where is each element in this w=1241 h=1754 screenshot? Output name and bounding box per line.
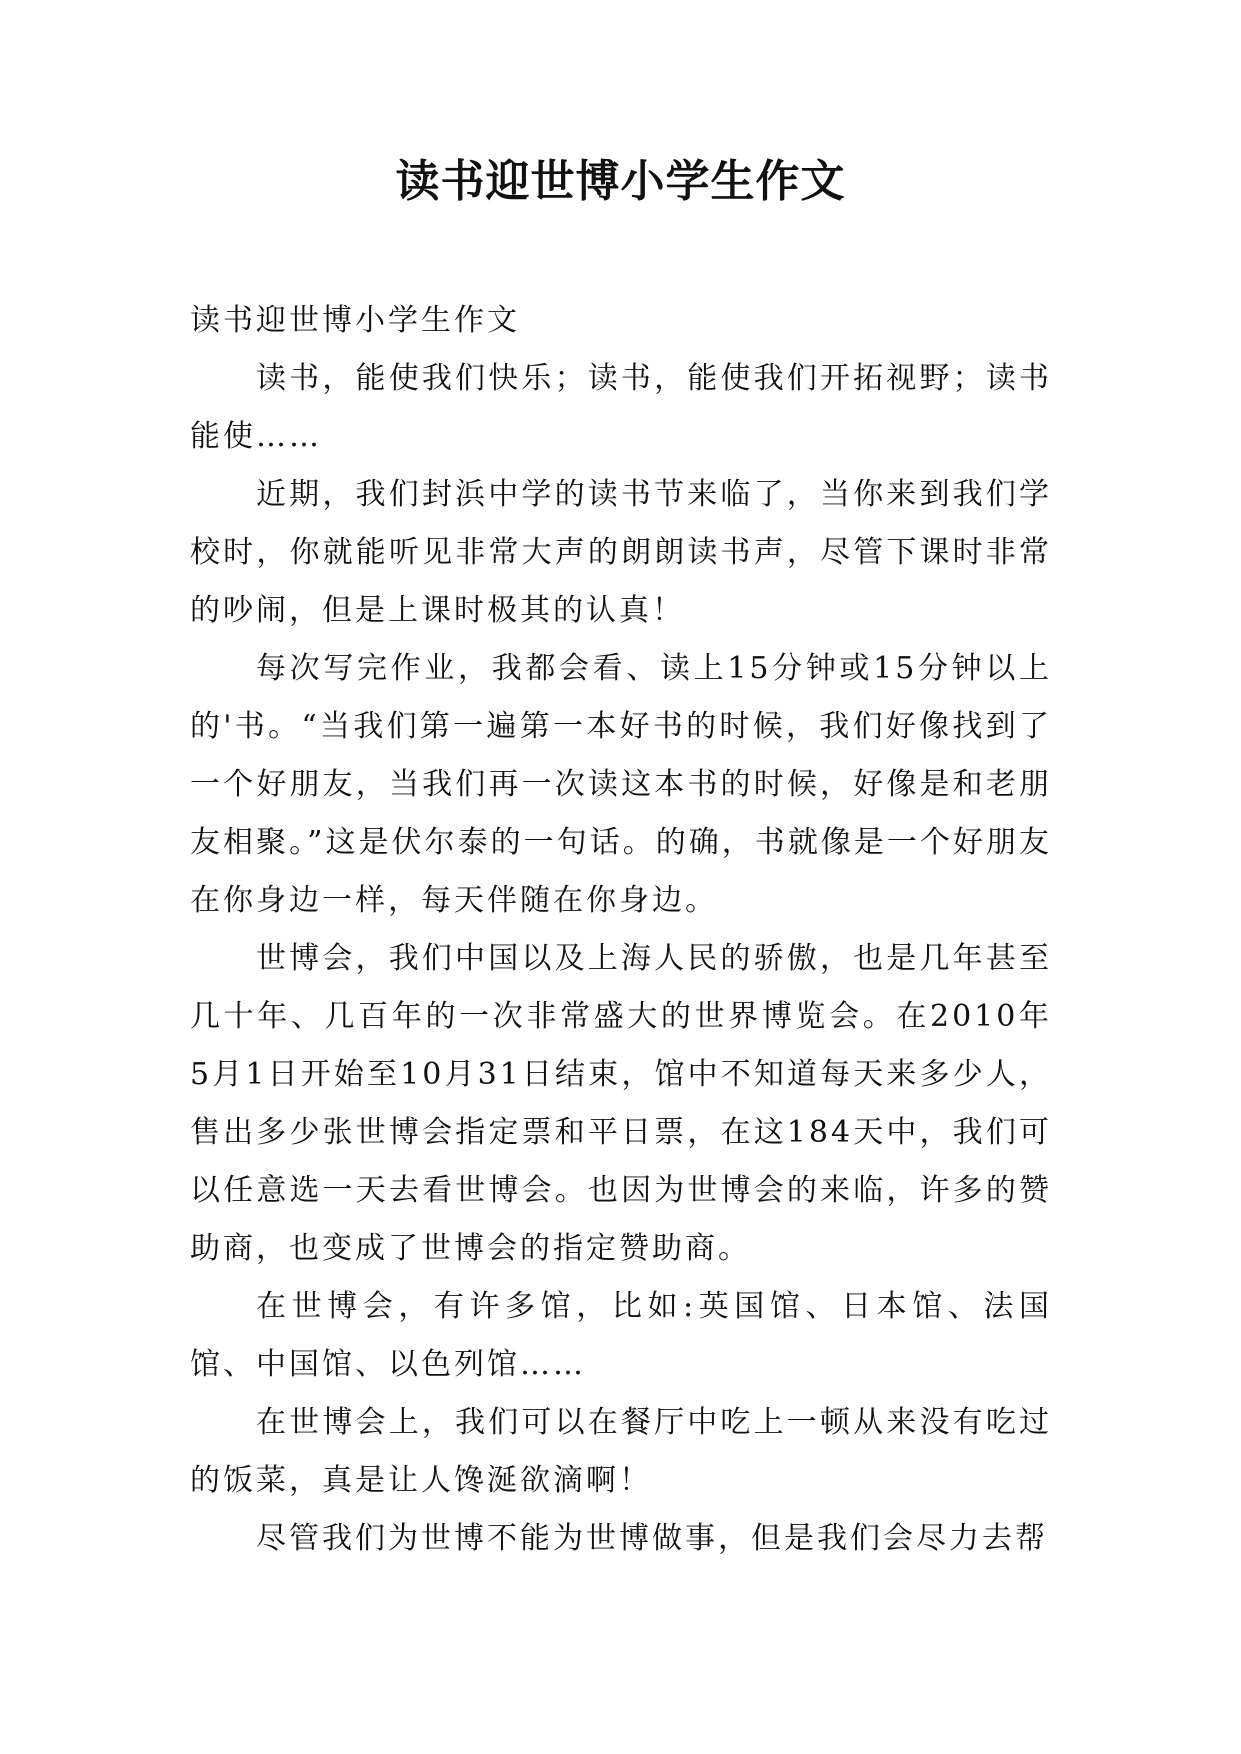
document-title: 读书迎世博小学生作文 (395, 156, 846, 207)
paragraph-4: 世博会，我们中国以及上海人民的骄傲，也是几年甚至几十年、几百年的一次非常盛大的世界博览会。在2010年5月1日开始至10月31日结束，馆中不知道每天来多少人，售出多少张世博会指定票和平日票，在这184天中，我们可以任意选一天去看世博会。也因为世博会的来临，许多的赞助商，也变成了世博会的指定赞助商。 (190, 941, 1052, 1266)
document-subtitle: 读书迎世博小学生作文 (190, 303, 520, 338)
paragraph-5: 在世博会，有许多馆，比如:英国馆、日本馆、法国馆、中国馆、以色列馆…… (190, 1289, 1052, 1382)
paragraph-2: 近期，我们封浜中学的读书节来临了，当你来到我们学校时，你就能听见非常大声的朗朗读书声，尽管下课时非常的吵闹，但是上课时极其的认真！ (190, 477, 1052, 628)
paragraph-7: 尽管我们为世博不能为世博做事，但是我们会尽力去帮 (256, 1521, 1048, 1556)
document-body (190, 292, 1052, 1568)
paragraph-6: 在世博会上，我们可以在餐厅中吃上一顿从来没有吃过的饭菜，真是让人馋涎欲滴啊！ (190, 1405, 1052, 1498)
paragraph-1: 读书，能使我们快乐；读书，能使我们开拓视野；读书能使…… (190, 361, 1052, 454)
paragraph-3: 每次写完作业，我都会看、读上15分钟或15分钟以上的'书。“当我们第一遍第一本好书的时候，我们好像找到了一个好朋友，当我们再一次读这本书的时候，好像是和老朋友相聚。”这是伏尔泰的一句话。的确，书就像是一个好朋友在你身边一样，每天伴随在你身边。 (190, 651, 1052, 918)
